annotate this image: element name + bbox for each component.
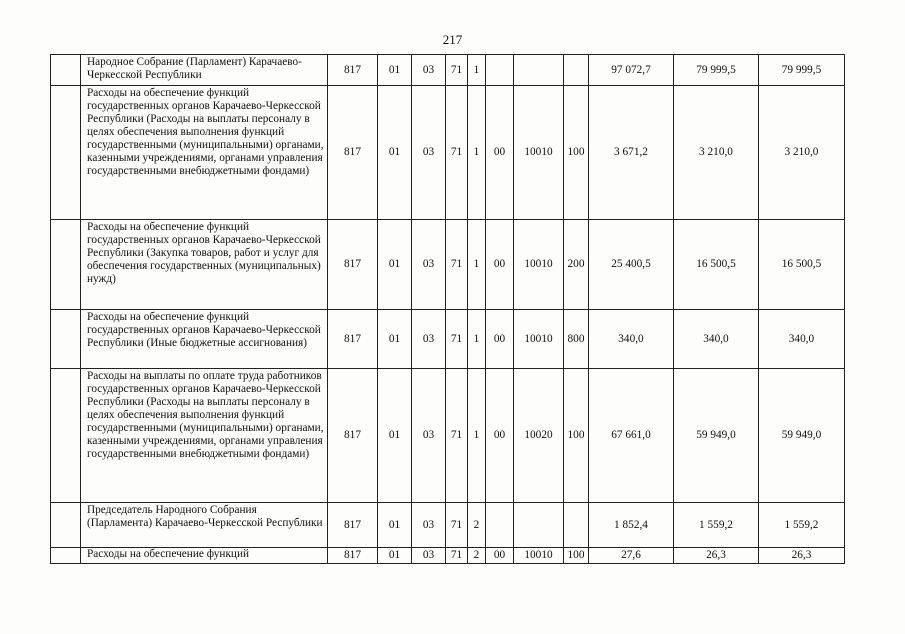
- rz-cell: 01: [378, 55, 412, 86]
- sum-year-1: 27,6: [589, 548, 674, 564]
- event-cell: 00: [486, 86, 514, 220]
- sum-year-2: 340,0: [674, 310, 759, 369]
- blank-cell: [51, 548, 81, 564]
- rz-cell: 01: [378, 503, 412, 548]
- vr-cell: 100: [564, 369, 589, 503]
- direction-cell: 10010: [514, 86, 564, 220]
- blank-cell: [51, 220, 81, 310]
- vr-cell: 100: [564, 548, 589, 564]
- ved-cell: 817: [328, 55, 378, 86]
- pr-cell: 03: [412, 86, 446, 220]
- sum-year-1: 67 661,0: [589, 369, 674, 503]
- sum-year-3: 16 500,5: [759, 220, 845, 310]
- subprogram-cell: 1: [468, 310, 486, 369]
- row-name: Расходы на обеспечение функций государственных органов Карачаево-Черкесской Республики (Расходы на выплаты персоналу в целях обеспечения выполнения функций государственными (муниципальными) органами, казенными учреждениями, органами управления государственными внебюджетными фондами): [81, 86, 328, 220]
- row-name: Расходы на обеспечение функций: [81, 548, 328, 564]
- pr-cell: 03: [412, 369, 446, 503]
- event-cell: 00: [486, 369, 514, 503]
- subprogram-cell: 1: [468, 369, 486, 503]
- direction-cell: 10020: [514, 369, 564, 503]
- row-name: Народное Собрание (Парламент) Карачаево-Черкесской Республики: [81, 55, 328, 86]
- direction-cell: [514, 55, 564, 86]
- sum-year-1: 97 072,7: [589, 55, 674, 86]
- blank-cell: [51, 369, 81, 503]
- direction-cell: 10010: [514, 548, 564, 564]
- vr-cell: [564, 503, 589, 548]
- vr-cell: 200: [564, 220, 589, 310]
- subprogram-cell: 1: [468, 86, 486, 220]
- subprogram-cell: 2: [468, 548, 486, 564]
- program-cell: 71: [446, 220, 468, 310]
- table-row: [51, 369, 845, 503]
- program-cell: 71: [446, 310, 468, 369]
- program-cell: 71: [446, 369, 468, 503]
- table-row: [51, 503, 845, 548]
- pr-cell: 03: [412, 310, 446, 369]
- ved-cell: 817: [328, 503, 378, 548]
- sum-year-3: 1 559,2: [759, 503, 845, 548]
- sum-year-3: 26,3: [759, 548, 845, 564]
- rz-cell: 01: [378, 369, 412, 503]
- event-cell: 00: [486, 310, 514, 369]
- sum-year-1: 3 671,2: [589, 86, 674, 220]
- ved-cell: 817: [328, 310, 378, 369]
- sum-year-2: 3 210,0: [674, 86, 759, 220]
- pr-cell: 03: [412, 220, 446, 310]
- program-cell: 71: [446, 86, 468, 220]
- blank-cell: [51, 55, 81, 86]
- subprogram-cell: 1: [468, 55, 486, 86]
- vr-cell: 100: [564, 86, 589, 220]
- program-cell: 71: [446, 548, 468, 564]
- row-name: Расходы на выплаты по оплате труда работников государственных органов Карачаево-Черкесской Республики (Расходы на выплаты персоналу в целях обеспечения выполнения функций государственными (муниципальными) органами, казенными учреждениями, органами управления государственными внебюджетными фондами): [81, 369, 328, 503]
- table-row: [51, 55, 845, 86]
- sum-year-2: 79 999,5: [674, 55, 759, 86]
- program-cell: 71: [446, 55, 468, 86]
- sum-year-3: 340,0: [759, 310, 845, 369]
- ved-cell: 817: [328, 86, 378, 220]
- sum-year-1: 340,0: [589, 310, 674, 369]
- sum-year-2: 16 500,5: [674, 220, 759, 310]
- sum-year-1: 25 400,5: [589, 220, 674, 310]
- row-name: Расходы на обеспечение функций государственных органов Карачаево-Черкесской Республики (Иные бюджетные ассигнования): [81, 310, 328, 369]
- sum-year-3: 79 999,5: [759, 55, 845, 86]
- event-cell: 00: [486, 220, 514, 310]
- page-number: 217: [442, 32, 463, 47]
- blank-cell: [51, 503, 81, 548]
- budget-table: [50, 54, 845, 564]
- ved-cell: 817: [328, 220, 378, 310]
- sum-year-1: 1 852,4: [589, 503, 674, 548]
- pr-cell: 03: [412, 55, 446, 86]
- table-row: [51, 548, 845, 564]
- row-name: Расходы на обеспечение функций государственных органов Карачаево-Черкесской Республики (Закупка товаров, работ и услуг для обеспечения государственных (муниципальных) нужд): [81, 220, 328, 310]
- table-row: [51, 86, 845, 220]
- subprogram-cell: 1: [468, 220, 486, 310]
- pr-cell: 03: [412, 503, 446, 548]
- pr-cell: 03: [412, 548, 446, 564]
- event-cell: [486, 503, 514, 548]
- direction-cell: [514, 503, 564, 548]
- row-name: Председатель Народного Собрания (Парламента) Карачаево-Черкесской Республики: [81, 503, 328, 548]
- vr-cell: 800: [564, 310, 589, 369]
- blank-cell: [51, 86, 81, 220]
- sum-year-2: 26,3: [674, 548, 759, 564]
- table-row: [51, 310, 845, 369]
- rz-cell: 01: [378, 220, 412, 310]
- sum-year-3: 3 210,0: [759, 86, 845, 220]
- ved-cell: 817: [328, 369, 378, 503]
- blank-cell: [51, 310, 81, 369]
- sum-year-3: 59 949,0: [759, 369, 845, 503]
- table-row: [51, 220, 845, 310]
- subprogram-cell: 2: [468, 503, 486, 548]
- vr-cell: [564, 55, 589, 86]
- sum-year-2: 59 949,0: [674, 369, 759, 503]
- sum-year-2: 1 559,2: [674, 503, 759, 548]
- direction-cell: 10010: [514, 310, 564, 369]
- event-cell: 00: [486, 548, 514, 564]
- rz-cell: 01: [378, 548, 412, 564]
- rz-cell: 01: [378, 86, 412, 220]
- rz-cell: 01: [378, 310, 412, 369]
- direction-cell: 10010: [514, 220, 564, 310]
- program-cell: 71: [446, 503, 468, 548]
- ved-cell: 817: [328, 548, 378, 564]
- event-cell: [486, 55, 514, 86]
